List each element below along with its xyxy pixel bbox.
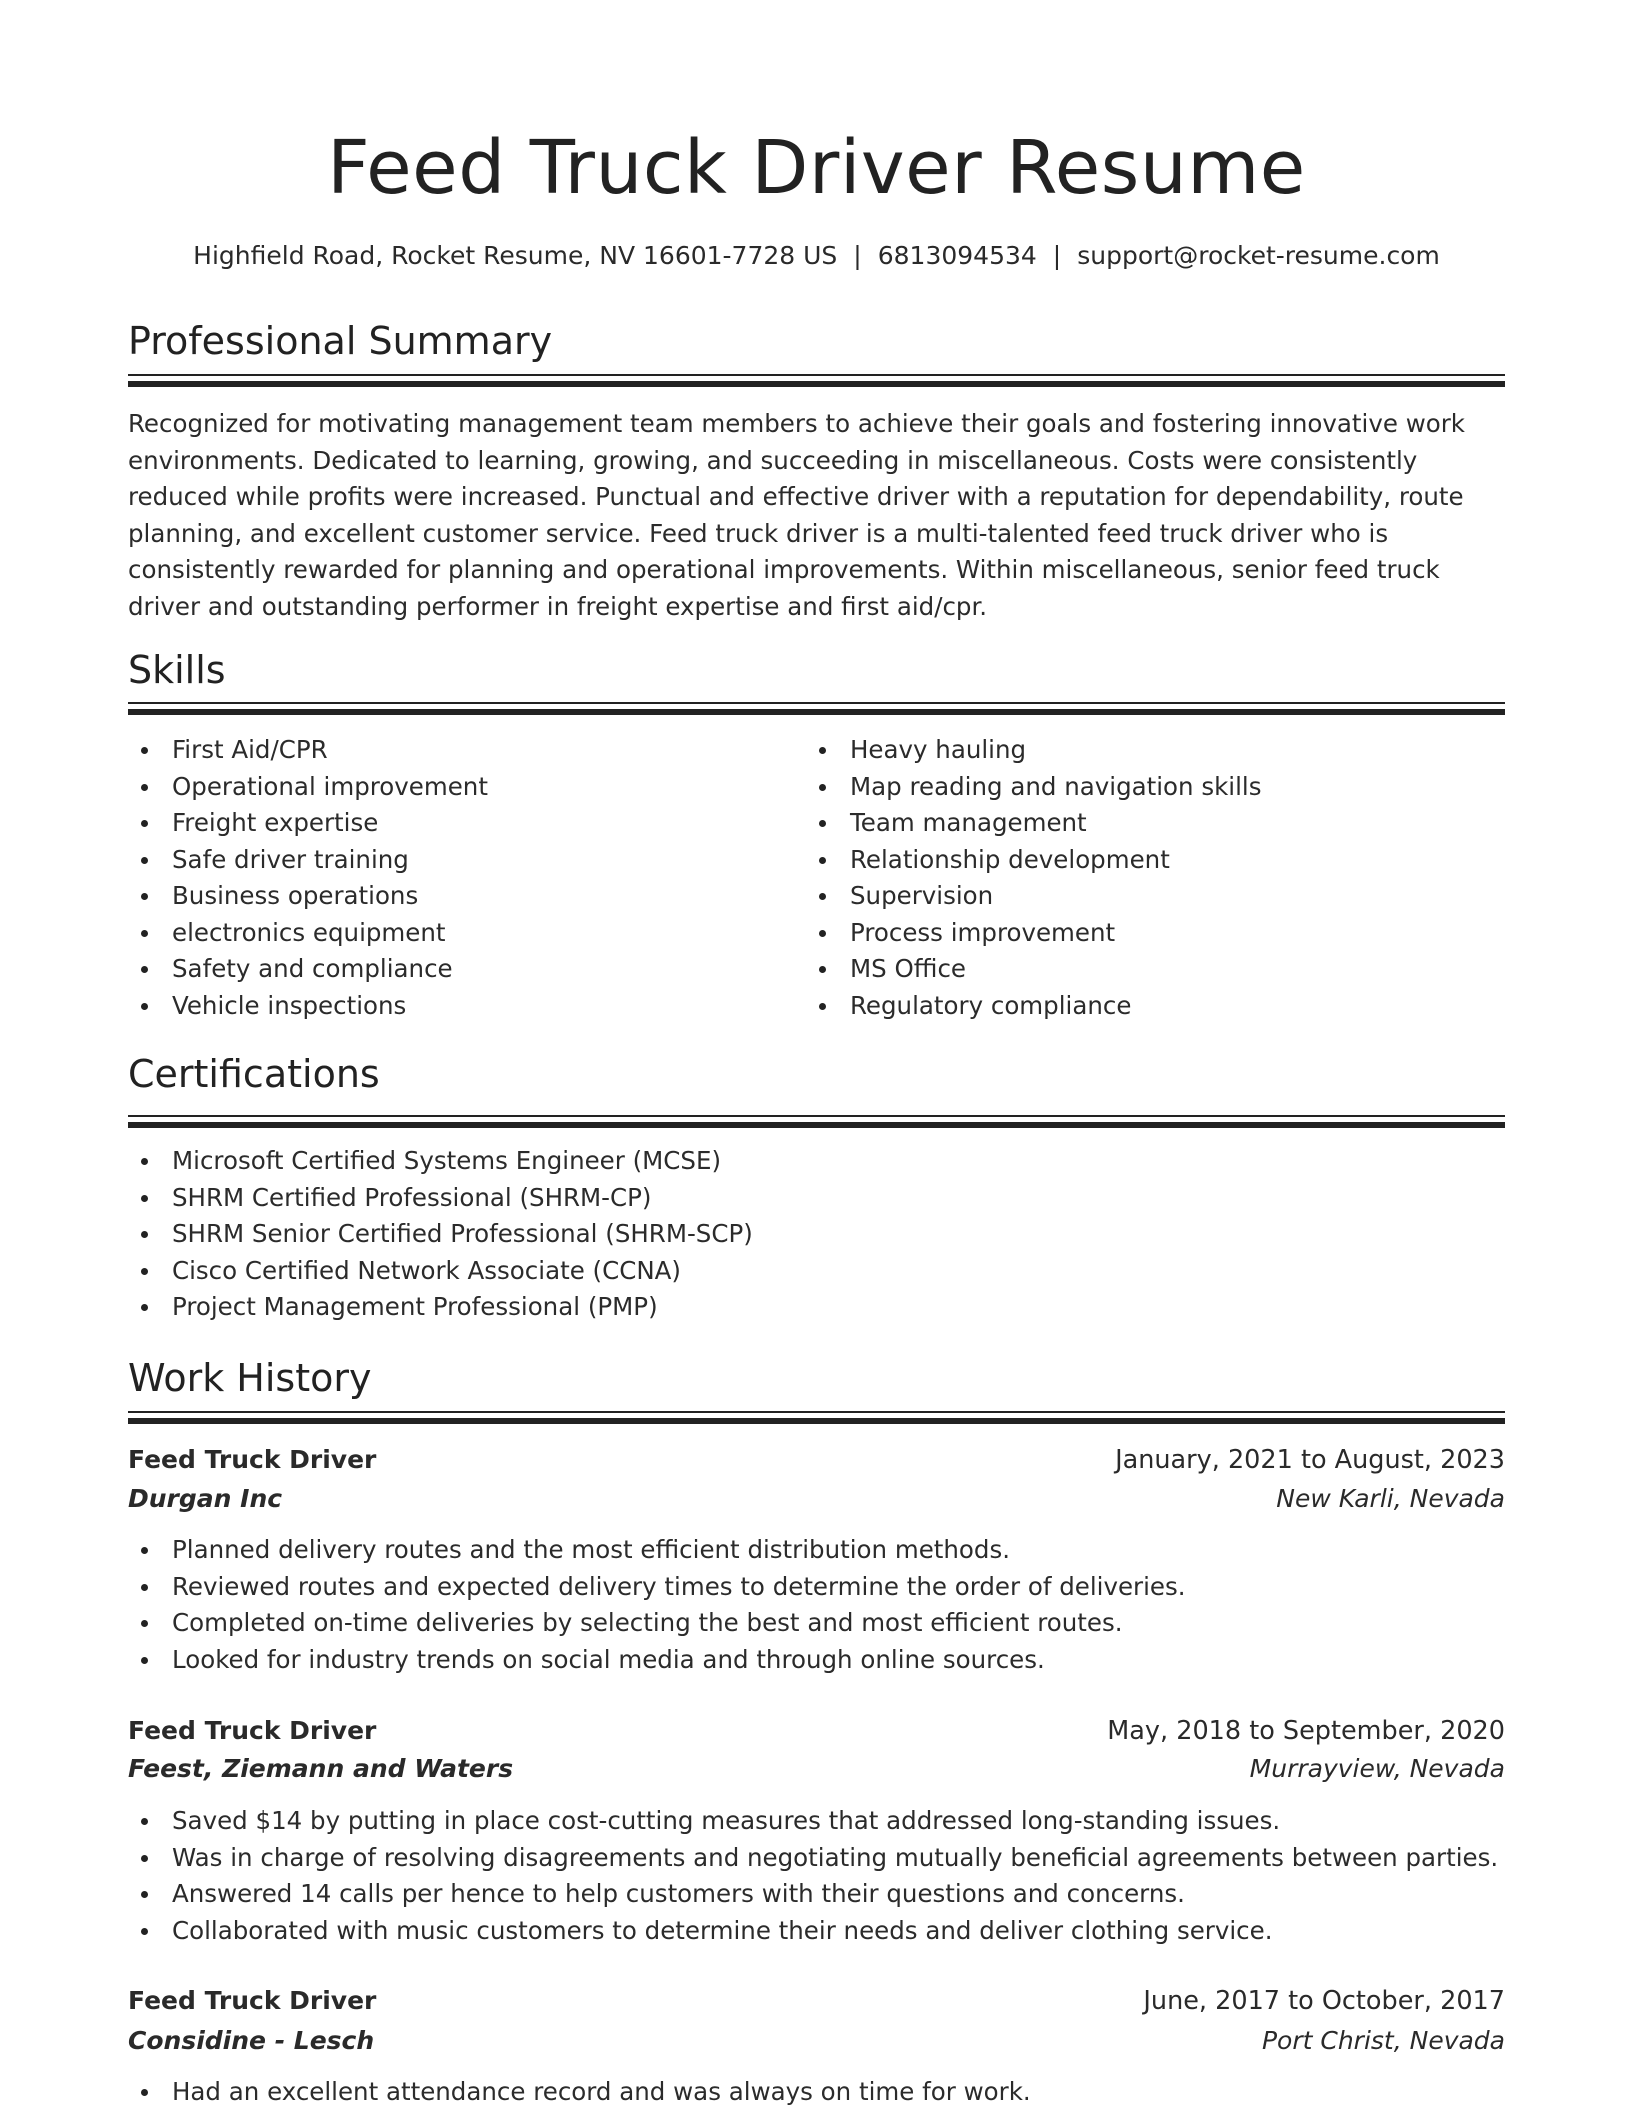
job-duties-list — [128, 1803, 1498, 1949]
contact-separator: | — [853, 241, 862, 270]
certification-item: Cisco Certified Network Associate (CCNA) — [128, 1253, 753, 1290]
skill-item: Freight expertise — [128, 805, 488, 842]
job-company-row — [128, 1749, 1505, 1789]
certification-item: Microsoft Certified Systems Engineer (MCSE) — [128, 1143, 753, 1180]
work-history-heading: Work History — [128, 1356, 372, 1400]
skill-item: Map reading and navigation skills — [806, 769, 1262, 806]
contact-address: Highfield Road, Rocket Resume, NV 16601-7728 US — [193, 241, 838, 270]
certification-item: Project Management Professional (PMP) — [128, 1289, 753, 1326]
job-company-row — [128, 1479, 1505, 1519]
job-company-row — [128, 2021, 1505, 2061]
skills-heading: Skills — [128, 648, 226, 692]
summary-text: Recognized for motivating management team members to achieve their goals and fostering innovative work environments. Dedicated to learning, growing, and succeeding in miscellaneous. Costs were consistently reduced while profits were increased. Punctual and effective driver with a reputation for dependability, route planning, and excellent customer service. Feed truck driver is a multi-talented feed truck driver who is consistently rewarded for planning and operational improvements. Within miscellaneous, senior feed truck driver and outstanding performer in freight expertise and first aid/cpr. — [128, 409, 1465, 621]
certifications-list — [128, 1143, 753, 1326]
skills-list-left — [128, 732, 488, 1024]
summary-heading: Professional Summary — [128, 319, 553, 363]
job-title: Feed Truck Driver — [128, 1986, 377, 2015]
job-duty: Looked for industry trends on social media and through online sources. — [128, 1642, 1186, 1679]
skills-list-right — [806, 732, 1262, 1024]
job-location: Murrayview, Nevada — [1249, 1754, 1505, 1783]
job-header-row — [128, 1711, 1505, 1751]
job-dates: January, 2021 to August, 2023 — [1115, 1445, 1505, 1475]
skill-item: Operational improvement — [128, 769, 488, 806]
job-title: Feed Truck Driver — [128, 1716, 377, 1745]
skill-item: Safe driver training — [128, 842, 488, 879]
job-company: Considine - Lesch — [128, 2026, 375, 2055]
job-location: New Karli, Nevada — [1276, 1484, 1505, 1513]
job-header-row — [128, 1440, 1505, 1480]
section-divider — [128, 374, 1505, 388]
job-header-row — [128, 1981, 1505, 2021]
skill-item: Business operations — [128, 878, 488, 915]
job-company: Feest, Ziemann and Waters — [128, 1754, 514, 1783]
contact-phone: 6813094534 — [877, 241, 1037, 270]
contact-separator: | — [1052, 241, 1062, 270]
skill-item: Regulatory compliance — [806, 988, 1262, 1025]
job-dates: May, 2018 to September, 2020 — [1107, 1716, 1505, 1746]
section-divider — [128, 1115, 1505, 1129]
skill-item: Supervision — [806, 878, 1262, 915]
job-duty: Saved $14 by putting in place cost-cutting measures that addressed long-standing issues. — [128, 1803, 1498, 1840]
contact-line — [128, 236, 1505, 276]
job-duty: Planned delivery routes and the most efficient distribution methods. — [128, 1532, 1186, 1569]
skill-item: Relationship development — [806, 842, 1262, 879]
skill-item: Safety and compliance — [128, 951, 488, 988]
resume-title: Feed Truck Driver Resume — [327, 125, 1306, 211]
job-dates: June, 2017 to October, 2017 — [1143, 1986, 1505, 2016]
job-duty: Reviewed routes and expected delivery times to determine the order of deliveries. — [128, 1569, 1186, 1606]
job-title: Feed Truck Driver — [128, 1445, 377, 1474]
certification-item: SHRM Senior Certified Professional (SHRM-SCP) — [128, 1216, 753, 1253]
skill-item: Team management — [806, 805, 1262, 842]
job-duty: Answered 14 calls per hence to help customers with their questions and concerns. — [128, 1876, 1498, 1913]
job-duties-list — [128, 1532, 1186, 1678]
skill-item: First Aid/CPR — [128, 732, 488, 769]
section-divider — [128, 1411, 1505, 1425]
certifications-heading: Certifications — [128, 1052, 380, 1096]
skill-item: electronics equipment — [128, 915, 488, 952]
certification-item: SHRM Certified Professional (SHRM-CP) — [128, 1180, 753, 1217]
job-duties-list — [128, 2074, 1031, 2111]
job-duty: Collaborated with music customers to determine their needs and deliver clothing service. — [128, 1913, 1498, 1950]
skill-item: Heavy hauling — [806, 732, 1262, 769]
skill-item: Vehicle inspections — [128, 988, 488, 1025]
job-duty: Was in charge of resolving disagreements and negotiating mutually beneficial agreements between parties. — [128, 1840, 1498, 1877]
job-location: Port Christ, Nevada — [1261, 2026, 1505, 2055]
job-duty: Had an excellent attendance record and was always on time for work. — [128, 2074, 1031, 2111]
contact-email: support@rocket-resume.com — [1077, 241, 1440, 270]
skill-item: Process improvement — [806, 915, 1262, 952]
job-company: Durgan Inc — [128, 1484, 283, 1513]
skill-item: MS Office — [806, 951, 1262, 988]
job-duty: Completed on-time deliveries by selecting the best and most efficient routes. — [128, 1605, 1186, 1642]
section-divider — [128, 702, 1505, 716]
